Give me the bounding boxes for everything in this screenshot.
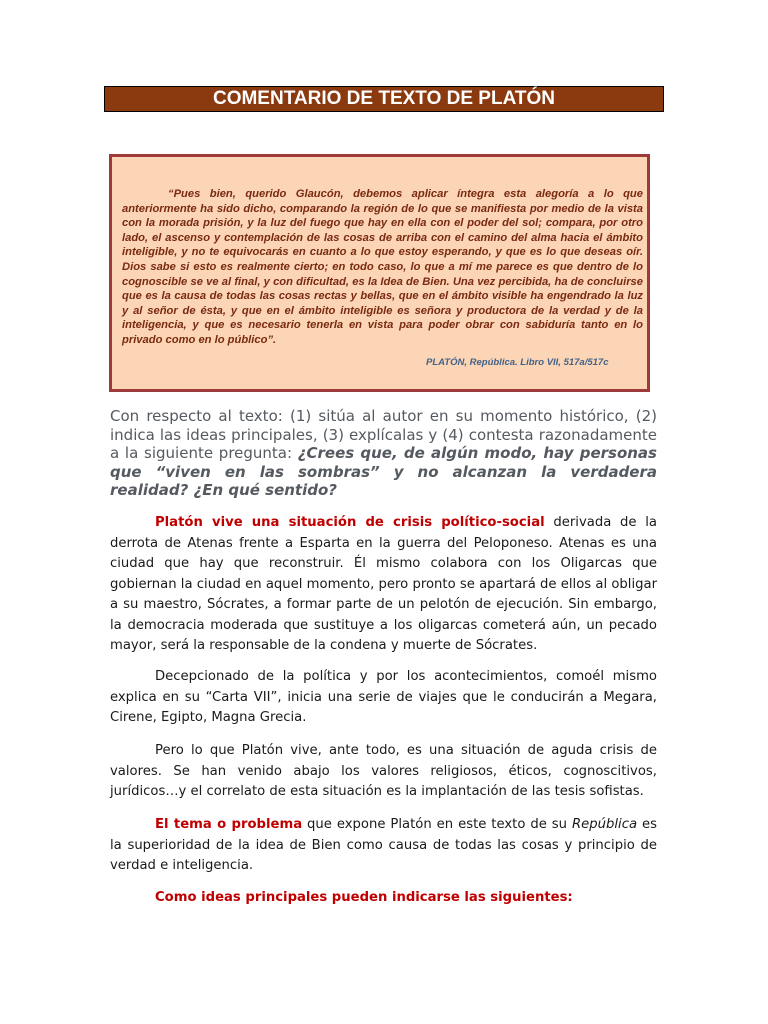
task-question: ¿Crees que, de algún modo, hay personas que “viven en las sombras” y no alcanzan la verdadera realidad? ¿En qué sentido?	[110, 444, 657, 499]
paragraph-context	[110, 513, 657, 657]
task-intro: Con respecto al texto: (1) sitúa al autor en su momento histórico, (2) indica las ideas principales, (3) explícalas y (4) contesta razonadamente a la siguiente pregunta:	[110, 407, 657, 462]
quote-box	[109, 154, 650, 392]
paragraph-theme-mid: que expone Platón en este texto de su	[302, 817, 572, 832]
main-ideas-heading: Como ideas principales pueden indicarse las siguientes:	[155, 890, 573, 905]
paragraph-context-lead: Platón vive una situación de crisis político-social	[155, 515, 545, 530]
paragraph-theme-body: es la superioridad de la idea de Bien como causa de todas las cosas y principio de verdad e inteligencia.	[110, 817, 657, 873]
paragraph-theme-lead: El tema o problema	[155, 817, 303, 832]
task-instructions	[110, 407, 657, 500]
document-title: COMENTARIO DE TEXTO DE PLATÓN	[104, 86, 664, 112]
paragraph-main-ideas	[110, 888, 657, 909]
paragraph-travels-body: Decepcionado de la política y por los acontecimientos, comoél mismo explica en su “Carta VII”, inicia una serie de viajes que le conducirán a Megara, Cirene, Egipto, Magna Grecia.	[110, 669, 657, 725]
paragraph-theme-work: República	[571, 817, 638, 832]
paragraph-theme	[110, 815, 657, 877]
paragraph-context-body: derivada de la derrota de Atenas frente a Esparta en la guerra del Peloponeso. Atenas es una ciudad que hay que reconstruir. Él mismo colabora con los Oligarcas que gobiernan la ciudad en aquel momento, pero pronto se apartará de ellos al obligar a su maestro, Sócrates, a formar parte de un pelotón de ejecución. Sin embargo, la democracia moderada que sustituye a los oligarcas cometerá aún, un pecado mayor, será la responsable de la condena y muerte de Sócrates.	[110, 515, 657, 653]
quote-source: PLATÓN, República. Libro VII, 517a/517c	[426, 357, 609, 368]
quote-text: “Pues bien, querido Glaucón, debemos aplicar íntegra esta alegoría a lo que anteriormente ha sido dicho, comparando la región de lo que se manifiesta por medio de la vista con la morada prisión, y la luz del fuego que hay en ella con el poder del sol; compara, por otro lado, el ascenso y contemplación de las cosas de arriba con el camino del alma hacia el ámbito inteligible, y no te equivocarás en cuanto a lo que estoy esperando, y que es lo que deseas oír. Dios sabe si esto es realmente cierto; en todo caso, lo que a mí me parece es que dentro de lo cognoscible se ve al final, y con dificultad, es la Idea de Bien. Una vez percibida, ha de concluirse que es la causa de todas las cosas rectas y bellas, que en el ámbito visible ha engendrado la luz y al señor de ésta, y que en el ámbito inteligible es señora y productora de la verdad y de la inteligencia, y que es necesario tenerla en vista para poder obrar con sabiduría tanto en lo privado como en lo público”.	[122, 188, 643, 346]
paragraph-crisis-body: Pero lo que Platón vive, ante todo, es una situación de aguda crisis de valores. Se han venido abajo los valores religiosos, éticos, cognoscitivos, jurídicos…y el correlato de esta situación es la implantación de las tesis sofistas.	[110, 743, 657, 799]
paragraph-crisis	[110, 741, 657, 803]
paragraph-travels	[110, 667, 657, 729]
